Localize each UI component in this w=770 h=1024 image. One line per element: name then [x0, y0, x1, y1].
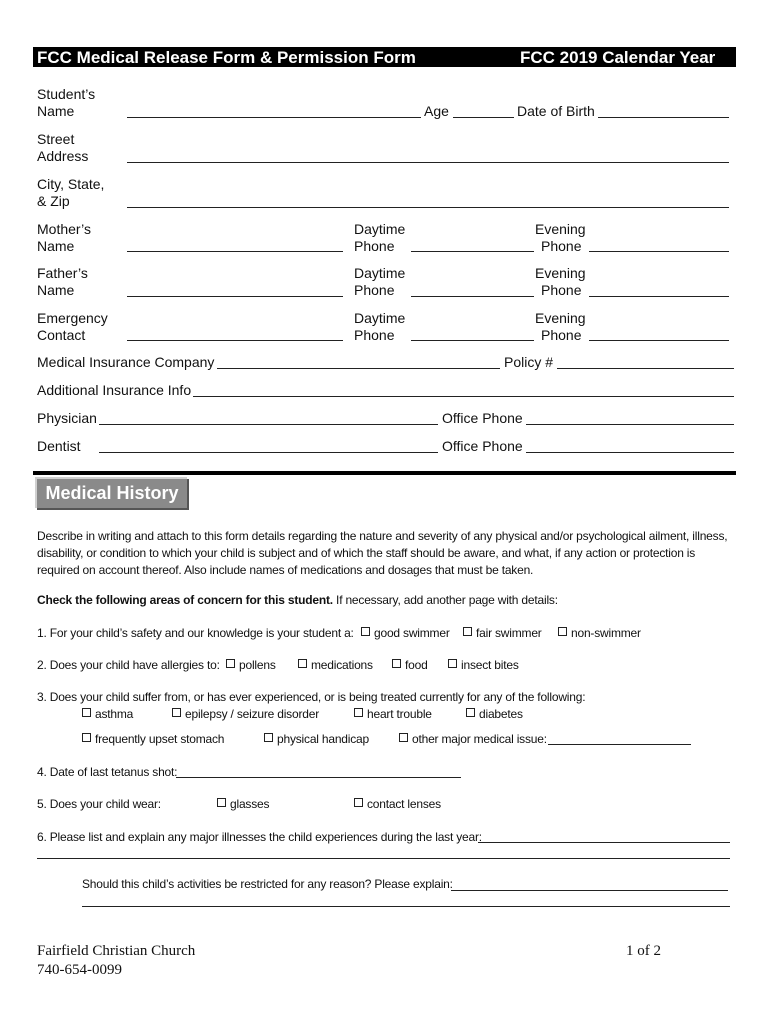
form-header: [33, 47, 736, 67]
age-label: Age: [424, 103, 449, 119]
checkbox[interactable]: [217, 798, 226, 807]
checkbox[interactable]: [298, 659, 307, 668]
option-other-medical[interactable]: other major medical issue:: [399, 731, 547, 748]
restriction-field[interactable]: [451, 890, 728, 891]
dob-field[interactable]: [598, 117, 729, 118]
checkbox[interactable]: [466, 708, 475, 717]
option-upset-stomach[interactable]: frequently upset stomach: [82, 731, 224, 748]
mother-label: Mother’s Name: [37, 221, 91, 254]
checkbox[interactable]: [354, 798, 363, 807]
illnesses-field-line-2[interactable]: [37, 858, 730, 859]
physician-office-phone-field[interactable]: [526, 424, 734, 425]
option-food[interactable]: food: [392, 657, 428, 674]
question-2: 2. Does your child have allergies to:: [37, 658, 220, 672]
father-daytime-label: Daytime Phone: [354, 265, 406, 298]
student-name-field[interactable]: [127, 117, 421, 118]
option-glasses[interactable]: glasses: [217, 796, 269, 813]
mother-daytime-label: Daytime Phone: [354, 221, 406, 254]
checkbox[interactable]: [463, 627, 472, 636]
option-non-swimmer[interactable]: non-swimmer: [558, 625, 641, 642]
footer-phone: 740-654-0099: [37, 962, 122, 978]
checkbox[interactable]: [82, 733, 91, 742]
option-contact-lenses[interactable]: contact lenses: [354, 796, 441, 813]
emergency-evening-field[interactable]: [589, 340, 729, 341]
option-heart-trouble[interactable]: heart trouble: [354, 706, 432, 723]
insurance-field[interactable]: [217, 368, 500, 369]
check-instructions: Check the following areas of concern for this student. If necessary, add another page with details:: [37, 593, 558, 607]
option-physical-handicap[interactable]: physical handicap: [264, 731, 369, 748]
section-divider: [33, 471, 736, 475]
policy-field[interactable]: [557, 368, 734, 369]
option-diabetes[interactable]: diabetes: [466, 706, 523, 723]
calendar-year: FCC 2019 Calendar Year: [520, 48, 716, 67]
option-epilepsy[interactable]: epilepsy / seizure disorder: [172, 706, 319, 723]
emergency-label: Emergency Contact: [37, 310, 108, 343]
form-title: FCC Medical Release Form & Permission Form: [37, 48, 416, 67]
father-name-field[interactable]: [127, 296, 343, 297]
restriction-field-line-2[interactable]: [82, 906, 730, 907]
illnesses-field[interactable]: [478, 842, 730, 843]
question-1: 1. For your child’s safety and our knowledge is your student a:: [37, 626, 354, 640]
option-pollens[interactable]: pollens: [226, 657, 276, 674]
checkbox[interactable]: [392, 659, 401, 668]
restriction-question: Should this child’s activities be restricted for any reason? Please explain:: [82, 877, 453, 891]
age-field[interactable]: [453, 117, 514, 118]
question-4: 4. Date of last tetanus shot:: [37, 765, 178, 779]
checkbox[interactable]: [361, 627, 370, 636]
checkbox[interactable]: [354, 708, 363, 717]
option-insect-bites[interactable]: insect bites: [448, 657, 519, 674]
physician-label: Physician: [37, 410, 97, 426]
checkbox[interactable]: [226, 659, 235, 668]
father-label: Father’s Name: [37, 265, 88, 298]
checkbox[interactable]: [399, 733, 408, 742]
option-medications[interactable]: medications: [298, 657, 373, 674]
emergency-evening-label: Evening Phone: [535, 310, 586, 343]
mother-name-field[interactable]: [127, 251, 343, 252]
father-evening-field[interactable]: [589, 296, 729, 297]
tetanus-date-field[interactable]: [176, 777, 461, 778]
medical-history-heading: Medical History: [35, 477, 187, 508]
mother-evening-label: Evening Phone: [535, 221, 586, 254]
option-fair-swimmer[interactable]: fair swimmer: [463, 625, 542, 642]
other-medical-field[interactable]: [548, 744, 691, 745]
student-name-label: Student’s Name: [37, 86, 96, 119]
additional-insurance-label: Additional Insurance Info: [37, 382, 192, 398]
option-good-swimmer[interactable]: good swimmer: [361, 625, 450, 642]
page-number: 1 of 2: [626, 943, 661, 959]
policy-label: Policy #: [504, 354, 554, 370]
insurance-label: Medical Insurance Company: [37, 354, 215, 370]
physician-office-phone-label: Office Phone: [442, 410, 523, 426]
checkbox[interactable]: [172, 708, 181, 717]
dob-label: Date of Birth: [517, 103, 595, 119]
question-3: 3. Does your child suffer from, or has ever experienced, or is being treated currently for any of the following:: [37, 690, 586, 704]
street-field[interactable]: [127, 162, 729, 163]
checkbox[interactable]: [82, 708, 91, 717]
option-asthma[interactable]: asthma: [82, 706, 133, 723]
father-evening-label: Evening Phone: [535, 265, 586, 298]
emergency-name-field[interactable]: [127, 340, 343, 341]
checkbox[interactable]: [448, 659, 457, 668]
mother-evening-field[interactable]: [589, 251, 729, 252]
checkbox[interactable]: [264, 733, 273, 742]
checkbox[interactable]: [558, 627, 567, 636]
dentist-field[interactable]: [99, 452, 438, 453]
emergency-daytime-label: Daytime Phone: [354, 310, 406, 343]
street-label: Street Address: [37, 131, 89, 164]
dentist-office-phone-label: Office Phone: [442, 438, 523, 454]
emergency-daytime-field[interactable]: [411, 340, 534, 341]
medical-history-description: Describe in writing and attach to this form details regarding the nature and severity of any physical and/or psychological ailment, illness, disability, or condition to which your child is subject and of which the staff should be aware, and what, if any action or protection is required on account thereof. Also include names of medications and dosages that must be taken.: [37, 529, 728, 577]
physician-field[interactable]: [99, 424, 438, 425]
dentist-office-phone-field[interactable]: [526, 452, 734, 453]
footer-org: Fairfield Christian Church: [37, 943, 196, 959]
father-daytime-field[interactable]: [411, 296, 534, 297]
additional-insurance-field[interactable]: [193, 396, 734, 397]
dentist-label: Dentist: [37, 438, 81, 454]
city-label: City, State, & Zip: [37, 176, 105, 209]
question-6: 6. Please list and explain any major illnesses the child experiences during the last year:: [37, 830, 482, 844]
city-field[interactable]: [127, 207, 729, 208]
mother-daytime-field[interactable]: [411, 251, 534, 252]
question-5: 5. Does your child wear:: [37, 797, 161, 811]
